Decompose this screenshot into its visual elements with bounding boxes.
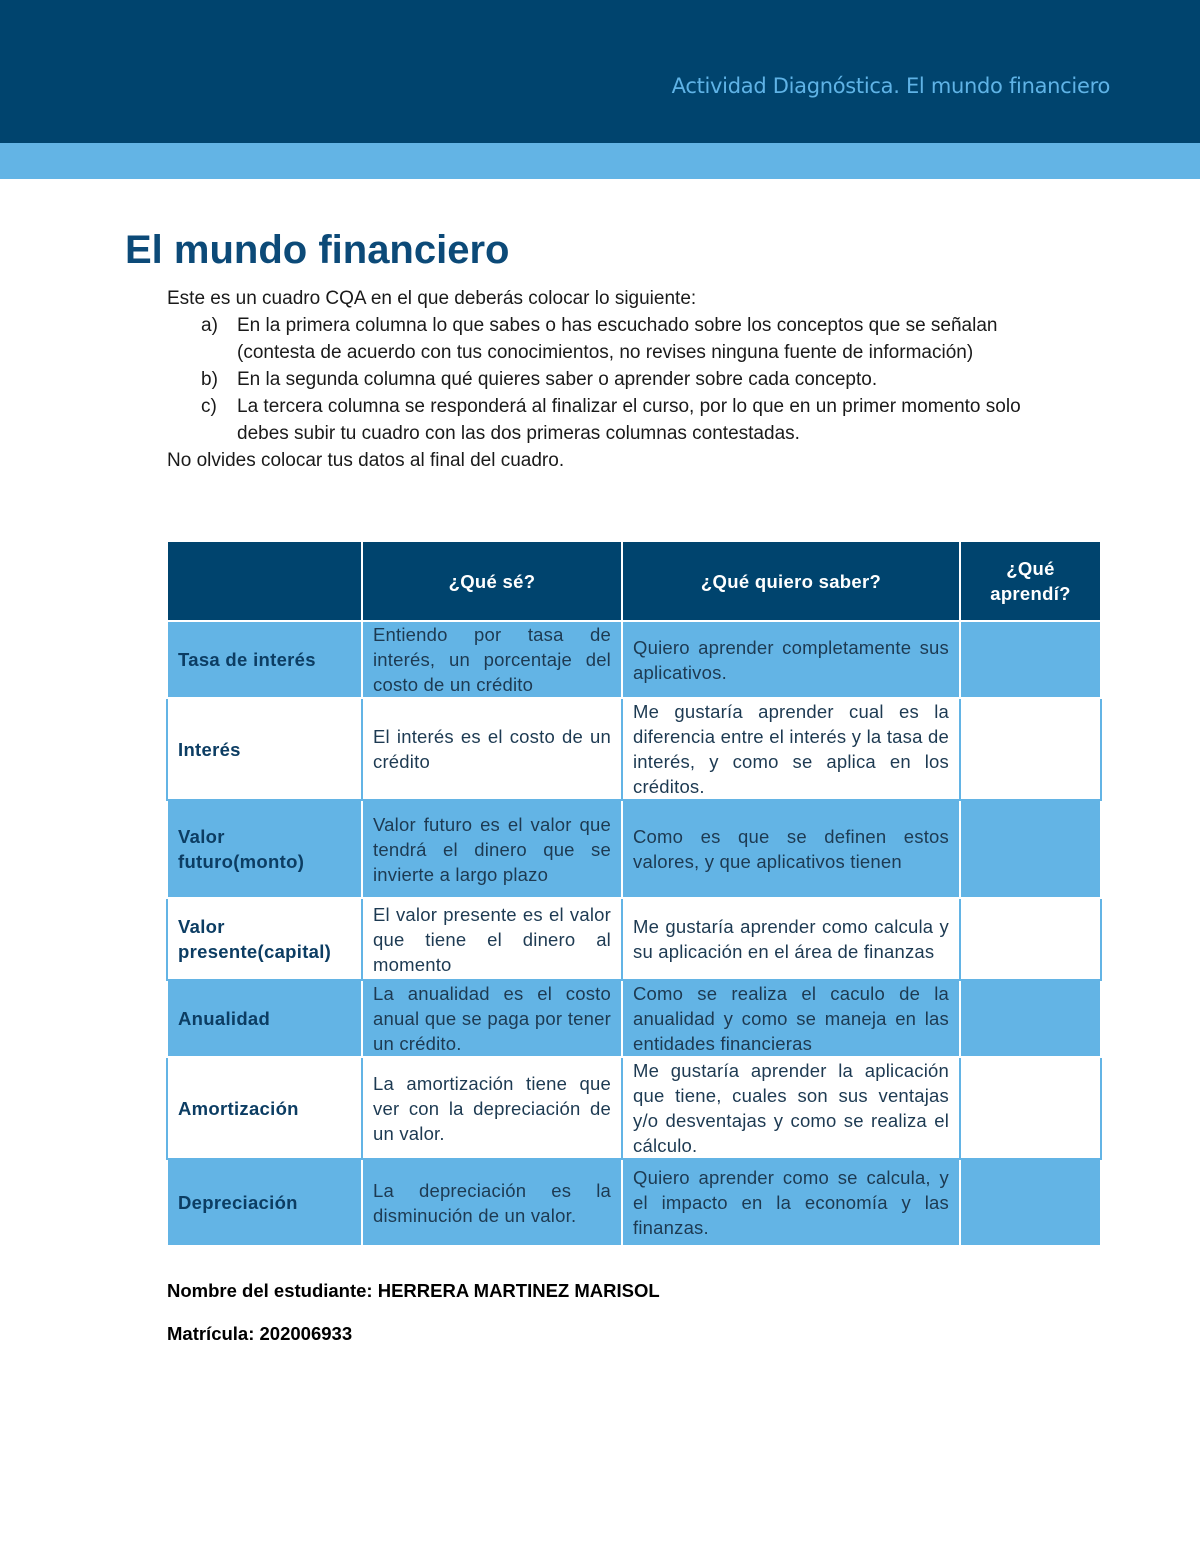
table-row (167, 698, 1101, 800)
instructions-closing: No olvides colocar tus datos al final del cuadro. (167, 450, 565, 471)
que-se-cell: La amortización tiene que ver con la depreciación de un valor. (362, 1057, 622, 1159)
instruction-text: En la segunda columna qué quieres saber o aprender sobre cada concepto. (237, 369, 878, 390)
table-row (167, 621, 1101, 698)
table-row (167, 898, 1101, 980)
instruction-item (167, 393, 1047, 447)
instruction-marker: b) (201, 369, 218, 390)
student-name: Nombre del estudiante: HERRERA MARTINEZ MARISOL (167, 1280, 660, 1301)
table-header-row (167, 541, 1101, 621)
que-quiero-cell: Me gustaría aprender cual es la diferencia entre el interés y la tasa de interés, y como se aplica en los créditos. (622, 698, 960, 800)
concept-cell: Interés (167, 698, 362, 800)
concept-cell: Valor presente(capital) (167, 898, 362, 980)
que-aprendi-cell (960, 1159, 1101, 1246)
table-row (167, 1159, 1101, 1246)
que-quiero-cell: Quiero aprender completamente sus aplicativos. (622, 621, 960, 698)
concept-cell: Tasa de interés (167, 621, 362, 698)
que-se-cell: Entiendo por tasa de interés, un porcentaje del costo de un crédito (362, 621, 622, 698)
instruction-text: En la primera columna lo que sabes o has escuchado sobre los conceptos que se señalan (contesta de acuerdo con tus conocimientos, no revises ninguna fuente de información) (237, 315, 998, 363)
instructions (167, 285, 1047, 474)
instruction-item (167, 312, 1047, 366)
que-aprendi-cell (960, 800, 1101, 898)
que-quiero-cell: Quiero aprender como se calcula, y el impacto en la economía y las finanzas. (622, 1159, 960, 1246)
header-band (0, 0, 1200, 143)
instruction-marker: a) (201, 315, 218, 336)
table-row (167, 1057, 1101, 1159)
concept-cell: Anualidad (167, 980, 362, 1057)
que-se-cell: Valor futuro es el valor que tendrá el dinero que se invierte a largo plazo (362, 800, 622, 898)
instruction-item (167, 366, 1047, 393)
que-aprendi-cell (960, 621, 1101, 698)
concept-cell: Depreciación (167, 1159, 362, 1246)
header-cell-que-aprendi: ¿Qué aprendí? (960, 541, 1101, 621)
que-aprendi-cell (960, 1057, 1101, 1159)
que-aprendi-cell (960, 898, 1101, 980)
instruction-text: La tercera columna se responderá al finalizar el curso, por lo que en un primer momento solo debes subir tu cuadro con las dos primeras columnas contestadas. (237, 396, 1021, 444)
student-id: Matrícula: 202006933 (167, 1323, 353, 1344)
table-row (167, 800, 1101, 898)
que-se-cell: El valor presente es el valor que tiene el dinero al momento (362, 898, 622, 980)
header-cell-que-quiero-saber: ¿Qué quiero saber? (622, 541, 960, 621)
instruction-marker: c) (201, 396, 217, 417)
que-quiero-cell: Como se realiza el caculo de la anualidad y como se maneja en las entidades financieras (622, 980, 960, 1057)
header-stripe (0, 143, 1200, 179)
header-title: Actividad Diagnóstica. El mundo financiero (671, 74, 1110, 98)
concept-cell: Valor futuro(monto) (167, 800, 362, 898)
que-quiero-cell: Me gustaría aprender como calcula y su aplicación en el área de finanzas (622, 898, 960, 980)
que-se-cell: El interés es el costo de un crédito (362, 698, 622, 800)
instructions-list (167, 312, 1047, 447)
cqa-table (166, 540, 1102, 1247)
que-quiero-cell: Como es que se definen estos valores, y que aplicativos tienen (622, 800, 960, 898)
header-cell-que-se: ¿Qué sé? (362, 541, 622, 621)
concept-cell: Amortización (167, 1057, 362, 1159)
que-se-cell: La depreciación es la disminución de un valor. (362, 1159, 622, 1246)
table-row (167, 980, 1101, 1057)
que-quiero-cell: Me gustaría aprender la aplicación que tiene, cuales son sus ventajas y/o desventajas y como se realiza el cálculo. (622, 1057, 960, 1159)
que-aprendi-cell (960, 698, 1101, 800)
que-aprendi-cell (960, 980, 1101, 1057)
que-se-cell: La anualidad es el costo anual que se paga por tener un crédito. (362, 980, 622, 1057)
instructions-lead: Este es un cuadro CQA en el que deberás colocar lo siguiente: (167, 288, 697, 309)
header-cell-concept (167, 541, 362, 621)
document-title: El mundo financiero (125, 228, 510, 272)
